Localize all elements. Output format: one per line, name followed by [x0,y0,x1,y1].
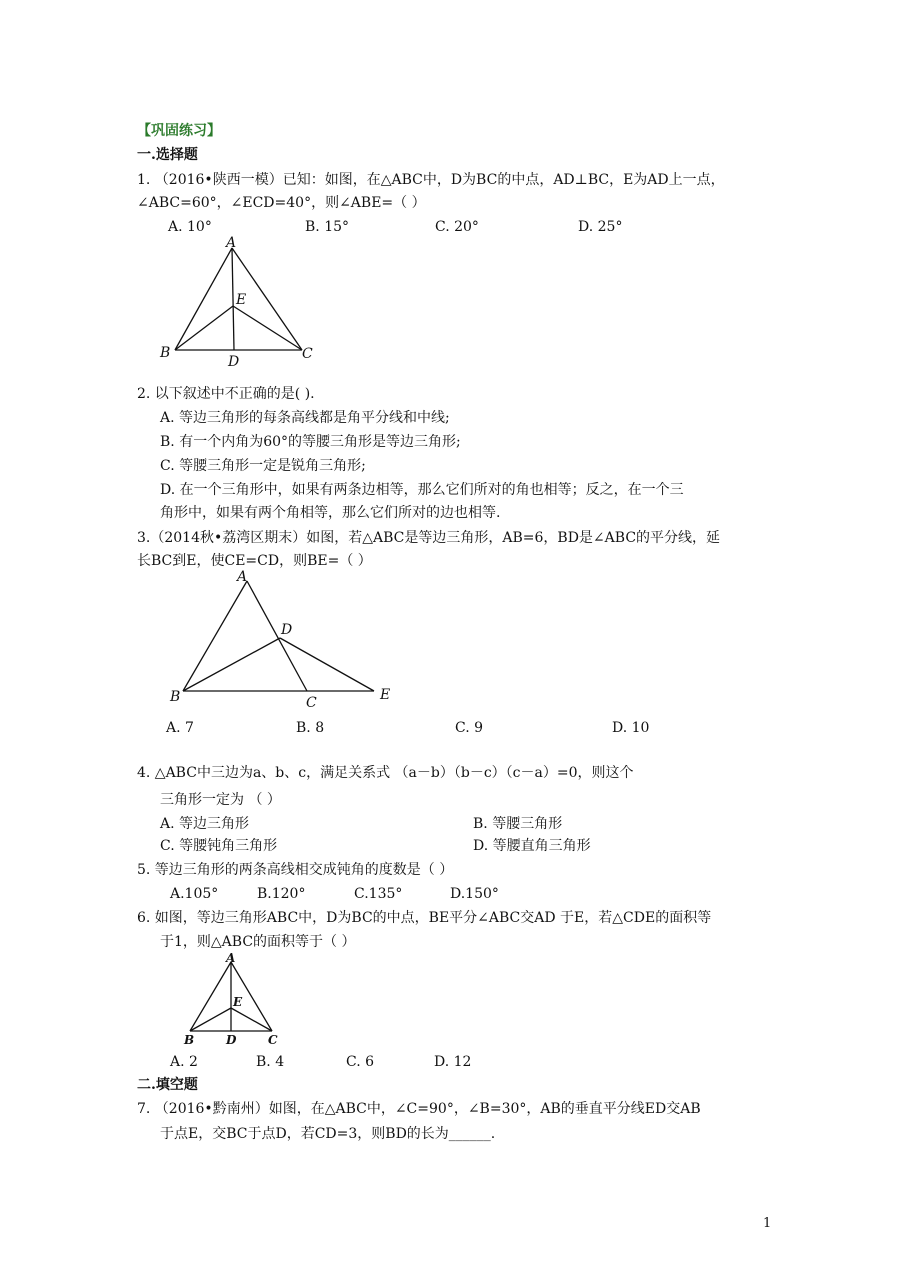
q5-option-d: D.150° [450,886,499,902]
q6-seg-ab [190,962,231,1031]
q3-option-a: A. 7 [166,720,194,736]
q3-line1: 3.（2014秋•荔湾区期末）如图，若△ABC是等边三角形，AB=6，BD是∠ABC的平分线，延 [137,530,721,546]
q1-option-b: B. 15° [305,219,350,235]
page-number: 1 [763,1216,772,1231]
q2-option-c: C. 等腰三角形一定是锐角三角形; [160,458,366,474]
q7-line2: 于点E，交BC于点D，若CD=3，则BD的长为______. [160,1126,496,1142]
q3-label-c: C [306,695,317,711]
q7-line1: 7. （2016•黔南州）如图，在△ABC中，∠C=90°，∠B=30°，AB的垂直平分线ED交AB [137,1101,701,1117]
q2-option-a: A. 等边三角形的每条高线都是角平分线和中线; [160,410,450,426]
q4-line1: 4. △ABC中三边为a、b、c，满足关系式 （a－b）（b－c）（c－a）=0，则这个 [137,765,634,781]
q3-option-b: B. 8 [296,720,325,736]
q1-line2: ∠ABC=60°，∠ECD=40°，则∠ABE=（ ） [137,195,426,211]
q2-option-b: B. 有一个内角为60°的等腰三角形是等边三角形; [160,434,461,450]
q6-label-d: D [226,1033,237,1047]
part2-title: 二.填空题 [137,1077,198,1093]
q6-option-a: A. 2 [170,1054,198,1070]
q4-option-c: C. 等腰钝角三角形 [160,838,278,854]
q4-line2: 三角形一定为 （ ） [160,792,281,808]
q6-label-e: E [233,995,243,1009]
q3-label-d: D [281,622,293,638]
q6-line1: 6. 如图，等边三角形ABC中，D为BC的中点，BE平分∠ABC交AD 于E，若△CDE的面积等 [137,910,712,926]
q1-label-c: C [302,346,313,362]
q3-label-a: A [237,569,248,585]
q1-label-a: A [226,235,237,251]
q1-label-b: B [160,345,171,361]
q3-option-c: C. 9 [455,720,484,736]
q5-option-a: A.105° [170,886,219,902]
q4-option-d: D. 等腰直角三角形 [473,838,591,854]
q1-label-d: D [228,354,240,370]
q5-option-b: B.120° [257,886,306,902]
q6-option-c: C. 6 [346,1054,375,1070]
q1-label-e: E [236,292,247,308]
q4-option-a: A. 等边三角形 [160,816,250,832]
q6-label-a: A [226,951,236,965]
q6-label-b: B [184,1033,195,1047]
section-title: 【巩固练习】 [137,123,221,139]
q1-option-c: C. 20° [435,219,479,235]
q3-option-d: D. 10 [612,720,650,736]
q5-stem: 5. 等边三角形的两条高线相交成钝角的度数是（ ） [137,862,454,878]
q3-line2: 长BC到E，使CE=CD，则BE=（ ） [137,553,372,569]
q1-option-a: A. 10° [168,219,212,235]
q1-line1: 1. （2016•陕西一模）已知：如图，在△ABC中，D为BC的中点，AD⊥BC，E为AD上一点， [137,172,725,188]
q3-label-b: B [170,689,181,705]
q4-option-b: B. 等腰三角形 [473,816,563,832]
q3-label-e: E [380,687,391,703]
q2-option-d: D. 在一个三角形中，如果有两条边相等，那么它们所对的角也相等；反之，在一个三 [160,482,684,498]
q6-option-d: D. 12 [434,1054,472,1070]
part1-title: 一.选择题 [137,147,198,163]
q6-option-b: B. 4 [256,1054,285,1070]
q1-option-d: D. 25° [578,219,623,235]
q5-option-c: C.135° [354,886,403,902]
q2-stem: 2. 以下叙述中不正确的是( ). [137,386,315,402]
q2-option-d-cont: 角形中，如果有两个角相等，那么它们所对的边也相等. [160,505,501,521]
q6-label-c: C [268,1033,278,1047]
q6-line2: 于1，则△ABC的面积等于（ ） [160,934,356,950]
